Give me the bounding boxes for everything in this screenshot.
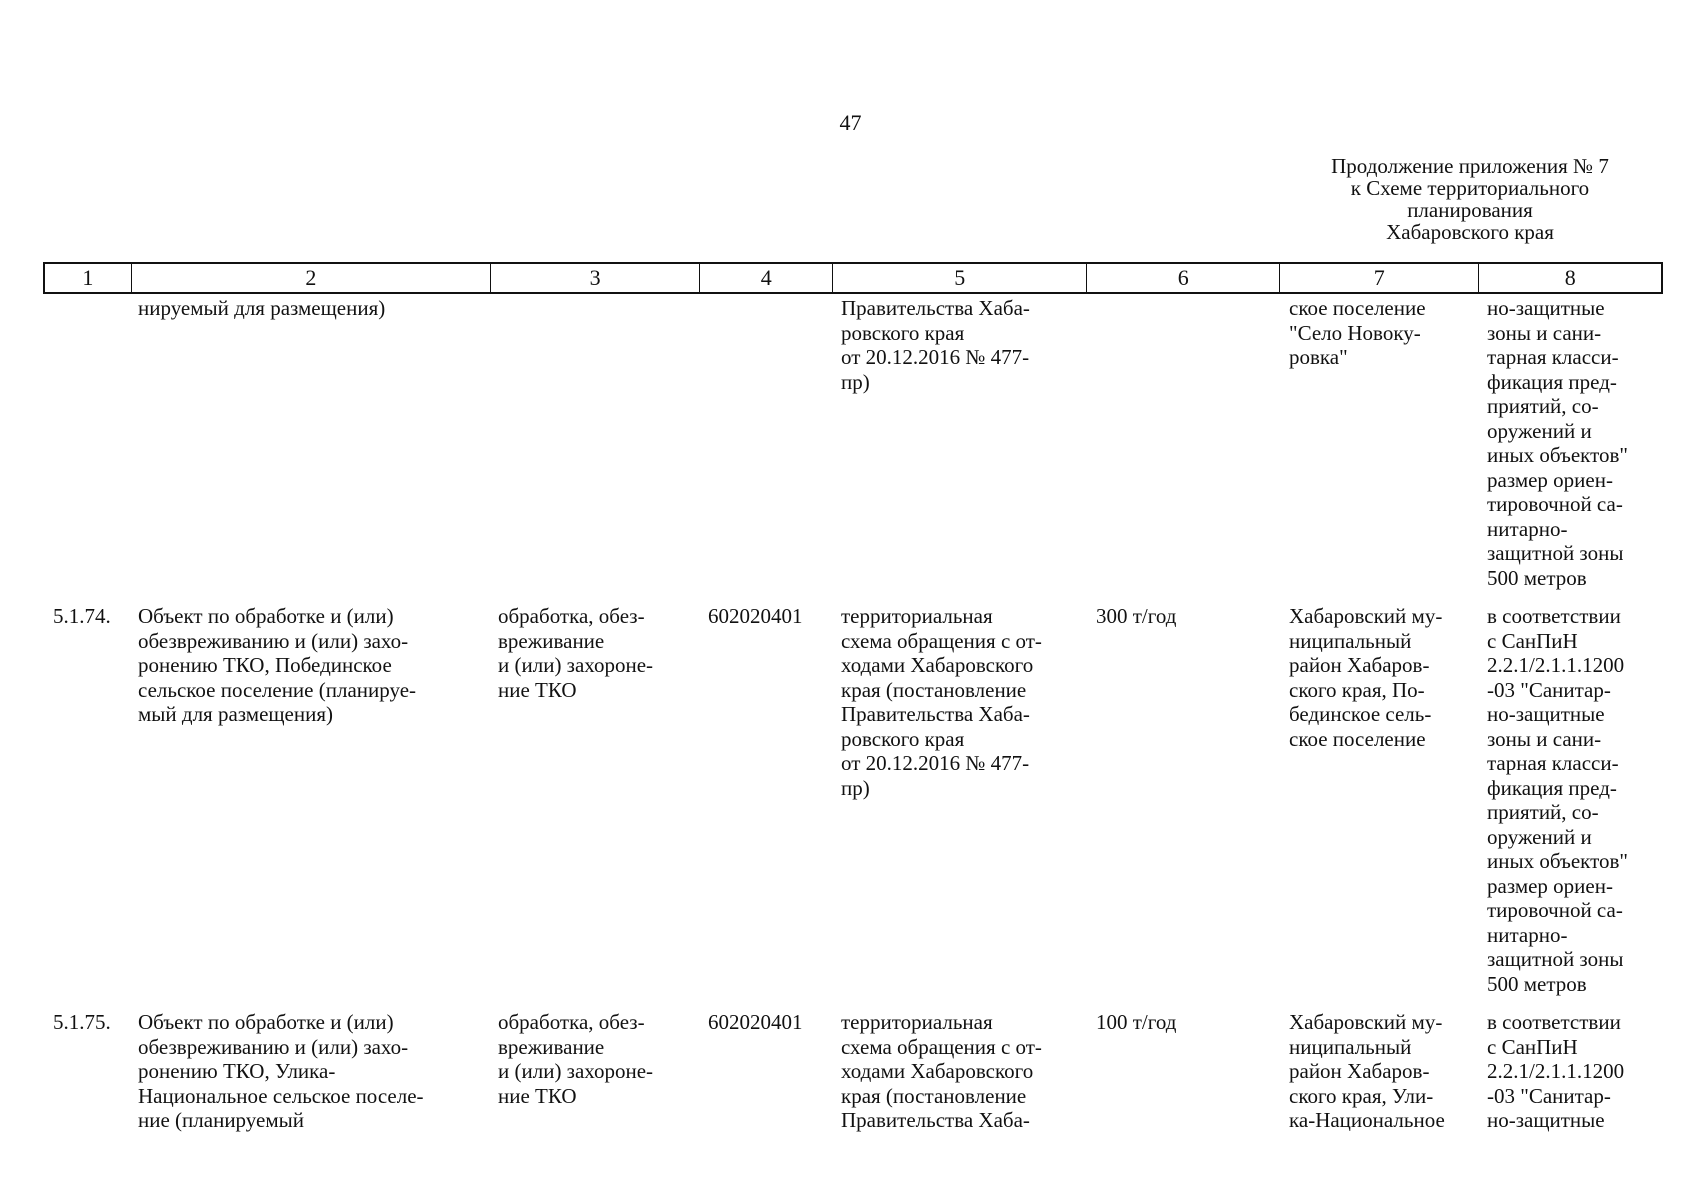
cell-text-line: Правительства Хаба- <box>841 1108 1030 1132</box>
cell-text-line: оружений и <box>1487 824 1592 849</box>
cell-text-line: ниципальный <box>1289 1034 1412 1059</box>
cell-text-line: фикация пред- <box>1487 775 1617 800</box>
cell-text-line: размер ориен- <box>1487 467 1613 492</box>
annex-line: к Схеме территориального <box>1350 176 1590 200</box>
table-body <box>43 296 1663 1133</box>
cell-capacity <box>1088 296 1281 590</box>
cell-text-line: район Хабаров- <box>1289 1059 1430 1083</box>
cell-text-line: ходами Хабаровского <box>841 1059 1034 1083</box>
cell-text-line: нитарно- <box>1487 516 1568 541</box>
cell-text-line: Правительства Хаба- <box>841 296 1030 320</box>
cell-text-line: оружений и <box>1487 418 1592 443</box>
cell-text-line: приятий, со- <box>1487 800 1599 824</box>
cell-text-line: "Село Новоку- <box>1289 320 1421 345</box>
cell-text-line: ского края, По- <box>1289 677 1425 702</box>
cell-capacity <box>1088 1010 1281 1133</box>
cell-text-line: Национальное сельское поселе- <box>138 1083 424 1108</box>
cell-text-line: приятий, со- <box>1487 394 1599 418</box>
cell-object-name <box>130 296 490 590</box>
cell-location <box>1281 604 1481 996</box>
cell-activity-code <box>700 296 833 590</box>
table-row <box>43 604 1663 996</box>
cell-text-line: защитной зоны <box>1487 947 1624 971</box>
cell-protection-zone <box>1481 1010 1663 1133</box>
column-header: 5 <box>833 264 1087 292</box>
cell-text-line: 300 т/год <box>1096 604 1177 628</box>
column-header: 4 <box>700 264 833 292</box>
cell-text-line: но-защитные <box>1487 702 1605 726</box>
cell-text-line: 100 т/год <box>1096 1010 1177 1034</box>
cell-text-line: края (постановление <box>841 1083 1027 1108</box>
cell-text-line: Хабаровский му- <box>1289 1010 1443 1034</box>
cell-text-line: ровского края <box>841 320 965 345</box>
cell-text-line: ровка" <box>1289 345 1348 369</box>
cell-protection-zone <box>1481 604 1663 996</box>
cell-text-line: сельское поселение (планируе- <box>138 677 417 702</box>
cell-text-line: вреживание <box>498 1034 605 1059</box>
cell-text-line: Правительства Хаба- <box>841 702 1030 726</box>
cell-text-line: ровского края <box>841 726 965 751</box>
cell-text-line: ниципальный <box>1289 628 1412 653</box>
cell-text-line: нируемый для размещения) <box>138 296 386 320</box>
cell-activity-type <box>490 296 700 590</box>
table-header <box>43 262 1663 294</box>
cell-text-line: тировочной са- <box>1487 898 1623 922</box>
cell-planning-document <box>833 1010 1088 1133</box>
cell-planning-document <box>833 604 1088 996</box>
column-header: 7 <box>1280 264 1480 292</box>
cell-text-line: 2.2.1/2.1.1.1200 <box>1487 653 1625 677</box>
cell-text-line: нитарно- <box>1487 922 1568 947</box>
cell-text-line: ние ТКО <box>498 1083 577 1108</box>
cell-text-line: и (или) захороне- <box>498 653 654 677</box>
cell-text-line: -03 "Санитар- <box>1487 1083 1611 1108</box>
cell-text-line: район Хабаров- <box>1289 653 1430 677</box>
cell-location <box>1281 1010 1481 1133</box>
column-header: 1 <box>45 264 132 292</box>
table-row <box>43 296 1663 590</box>
annex-line: Продолжение приложения № 7 <box>1331 154 1609 178</box>
cell-text-line: пр) <box>841 369 870 394</box>
annex-reference <box>1300 155 1640 243</box>
cell-text-line: обезвреживанию и (или) захо- <box>138 628 409 653</box>
cell-text-line: тировочной са- <box>1487 492 1623 516</box>
cell-text-line: мый для размещения) <box>138 702 334 726</box>
cell-text-line: территориальная <box>841 604 993 628</box>
cell-row-number <box>43 296 130 590</box>
cell-text-line: 602020401 <box>708 1010 803 1034</box>
cell-text-line: но-защитные <box>1487 296 1605 320</box>
cell-capacity <box>1088 604 1281 996</box>
cell-text-line: бединское сель- <box>1289 702 1432 726</box>
cell-object-name <box>130 1010 490 1133</box>
cell-text-line: пр) <box>841 775 870 800</box>
cell-text-line: с СанПиН <box>1487 1034 1578 1059</box>
cell-text-line: территориальная <box>841 1010 993 1034</box>
cell-object-name <box>130 604 490 996</box>
column-header: 8 <box>1564 265 1576 290</box>
cell-activity-type <box>490 604 700 996</box>
cell-text-line: тарная класси- <box>1487 345 1619 369</box>
cell-text-line: вреживание <box>498 628 605 653</box>
cell-text-line: тарная класси- <box>1487 751 1619 775</box>
cell-text-line: но-защитные <box>1487 1108 1605 1132</box>
cell-text-line: ское поселение <box>1289 296 1426 320</box>
cell-text-line: ние (планируемый <box>138 1108 304 1132</box>
cell-text-line: ского края, Ули- <box>1289 1083 1434 1108</box>
cell-text-line: схема обращения с от- <box>841 1034 1042 1059</box>
annex-line: Хабаровского края <box>1386 220 1554 244</box>
cell-text-line: фикация пред- <box>1487 369 1617 394</box>
annex-line: планирования <box>1407 198 1533 222</box>
cell-text-line: с СанПиН <box>1487 628 1578 653</box>
cell-text-line: от 20.12.2016 № 477- <box>841 751 1030 775</box>
cell-text-line: ронению ТКО, Улика- <box>138 1059 336 1083</box>
cell-planning-document <box>833 296 1088 590</box>
cell-activity-code <box>700 604 833 996</box>
cell-text-line: обезвреживанию и (или) захо- <box>138 1034 409 1059</box>
cell-text-line: иных объектов" <box>1487 849 1628 873</box>
table-row <box>43 1010 1663 1133</box>
cell-text-line: 500 метров <box>1487 565 1587 590</box>
cell-text-line: 500 метров <box>1487 971 1587 996</box>
cell-text-line: Объект по обработке и (или) <box>138 604 394 628</box>
cell-text-line: ние ТКО <box>498 677 577 702</box>
cell-activity-type <box>490 1010 700 1133</box>
cell-protection-zone <box>1481 296 1663 590</box>
cell-activity-code <box>700 1010 833 1133</box>
cell-text-line: ское поселение <box>1289 726 1426 751</box>
page-number: 47 <box>839 110 862 135</box>
cell-text-line: ронению ТКО, Побединское <box>138 653 392 677</box>
cell-text-line: защитной зоны <box>1487 541 1624 565</box>
cell-text-line: Хабаровский му- <box>1289 604 1443 628</box>
column-header: 6 <box>1087 264 1280 292</box>
cell-text-line: схема обращения с от- <box>841 628 1042 653</box>
cell-text-line: ка-Национальное <box>1289 1108 1445 1132</box>
cell-text-line: размер ориен- <box>1487 873 1613 898</box>
column-header: 3 <box>491 264 700 292</box>
column-header: 2 <box>132 264 491 292</box>
cell-text-line: Объект по обработке и (или) <box>138 1010 394 1034</box>
cell-text-line: обработка, обез- <box>498 604 645 628</box>
cell-text-line: 5.1.75. <box>53 1010 111 1034</box>
cell-location <box>1281 296 1481 590</box>
cell-text-line: иных объектов" <box>1487 443 1628 467</box>
cell-text-line: 602020401 <box>708 604 803 628</box>
cell-text-line: и (или) захороне- <box>498 1059 654 1083</box>
cell-text-line: зоны и сани- <box>1487 726 1602 751</box>
cell-text-line: 2.2.1/2.1.1.1200 <box>1487 1059 1625 1083</box>
cell-text-line: -03 "Санитар- <box>1487 677 1611 702</box>
cell-text-line: в соответствии <box>1487 1010 1621 1034</box>
cell-text-line: зоны и сани- <box>1487 320 1602 345</box>
cell-row-number <box>43 1010 130 1133</box>
cell-text-line: 5.1.74. <box>53 604 111 628</box>
cell-row-number <box>43 604 130 996</box>
cell-text-line: от 20.12.2016 № 477- <box>841 345 1030 369</box>
cell-text-line: обработка, обез- <box>498 1010 645 1034</box>
cell-text-line: в соответствии <box>1487 604 1621 628</box>
cell-text-line: ходами Хабаровского <box>841 653 1034 677</box>
cell-text-line: края (постановление <box>841 677 1027 702</box>
